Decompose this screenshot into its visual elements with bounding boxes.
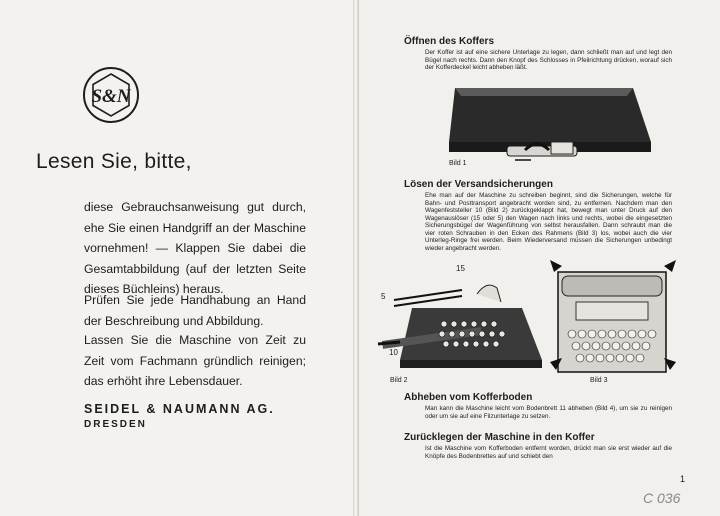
logo-text: S&N — [91, 86, 131, 107]
book-gutter — [353, 0, 359, 516]
company-city: DRESDEN — [84, 419, 147, 430]
intro-paragraph-2: Prüfen Sie jede Handhabung an Hand der Beschreibung und Abbildung. — [84, 293, 306, 328]
section-heading-open-case: Öffnen des Koffers — [404, 36, 495, 47]
section-text-lift-machine: Man kann die Maschine leicht vom Bodenbrett 11 abheben (Bild 4), um sie zu reinigen oder um sie auf eine Filzunterlage zu setzen. — [425, 405, 672, 420]
section-heading-return-machine: Zurücklegen der Maschine in den Koffer — [404, 432, 595, 443]
company-name: SEIDEL & NAUMANN AG. — [84, 402, 275, 416]
typewriter-top-illustration — [548, 258, 678, 376]
figure-3-caption: Bild 3 — [590, 377, 608, 384]
archive-mark: C 036 — [643, 490, 681, 506]
section-heading-lift-machine: Abheben vom Kofferboden — [404, 392, 533, 403]
section-text-return-machine: Ist die Maschine vom Kofferboden entfernt worden, drückt man sie erst wieder auf die Knöpfe des Bodenbrettes auf und schiebt den — [425, 445, 672, 460]
greeting-heading: Lesen Sie, bitte, — [36, 150, 192, 173]
typewriter-case-illustration — [445, 80, 665, 164]
section-text-open-case: Der Koffer ist auf eine sichere Unterlage zu legen, dann schließt man auf und legt den Bügel nach rechts. Dann den Knopf des Schlosses in Pfeilrichtung drücken, worauf sich der Kofferdeckel leicht abheben läßt. — [425, 49, 672, 71]
figure-2-caption: Bild 2 — [390, 377, 408, 384]
sn-logo-icon — [82, 66, 140, 124]
intro-paragraph-3: Lassen Sie die Maschine von Zeit zu Zeit vom Fachmann gründlich reinigen; das erhöht ihre Lebensdauer. — [84, 333, 306, 389]
figure-2-label-15: 15 — [456, 264, 465, 273]
typewriter-side-illustration — [372, 264, 548, 376]
figure-2-label-5: 5 — [381, 292, 386, 301]
section-text-shipping-locks: Ehe man auf der Maschine zu schreiben beginnt, sind die Sicherungen, welche für Bahn- und Posttransport angebracht worden sind, zu entfernen. Nachdem man den Wagenfeststeller 10 (Bild 2) zurückgeklappt hat, bewegt man unter Druck auf den Wagenauslöser (15 oder 5) den Wagen nach links und rechts, wobei die eingesetzten Sicherungsbügel der Wagenführung von selbst herausfallen. Dann schraubt man die vier roten Schrauben in den Ecken des Rahmens (Bild 3) los, wobei auch die vier Unterleg-Ringe frei werden. Beim Wiederversand müssen die Sicherungen unbedingt wieder angebracht werden. — [425, 192, 672, 252]
section-heading-shipping-locks: Lösen der Versandsicherungen — [404, 179, 553, 190]
intro-paragraph-1: diese Gebrauchsanweisung gut durch, ehe Sie einen Handgriff an der Maschine vornehmen! — Klappen Sie dabei die Gesamtabbildung (auf der letzten Seite dieses Büchleins) heraus. — [84, 200, 306, 297]
figure-1-caption: Bild 1 — [449, 160, 467, 167]
page-number: 1 — [680, 474, 686, 484]
figure-2-label-10: 10 — [389, 348, 398, 357]
